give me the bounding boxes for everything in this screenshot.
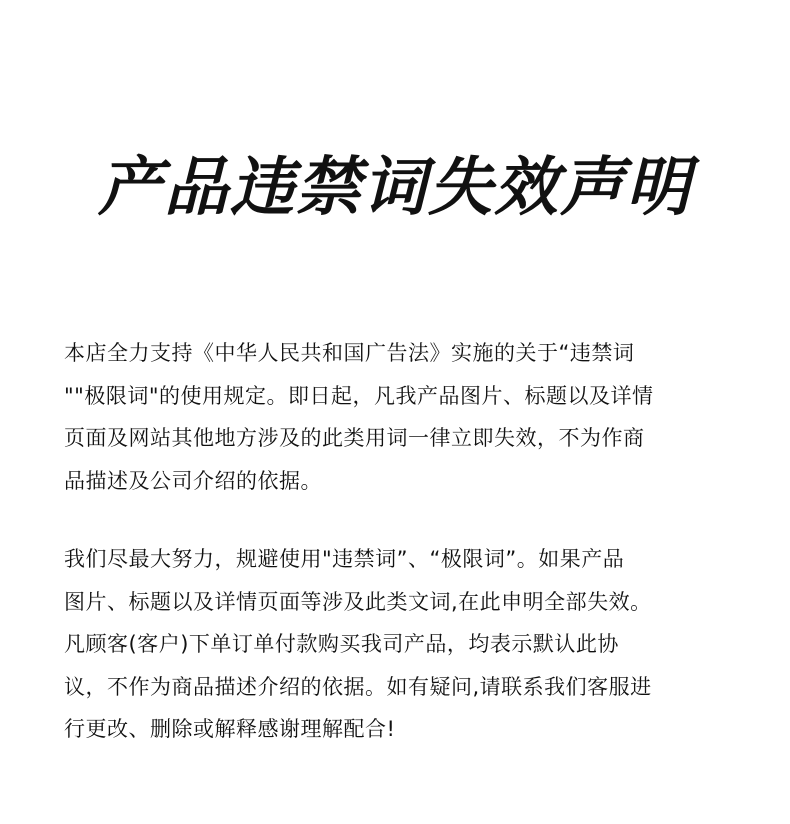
paragraph-line: 本店全力支持《中华人民共和国广告法》实施的关于“违禁词 bbox=[64, 341, 635, 365]
paragraph-line: 图片、标题以及详情页面等涉及此类文词,在此申明全部失效。 bbox=[64, 589, 652, 614]
paragraph-line: 品描述及公司介绍的依据。 bbox=[64, 468, 322, 493]
paragraph-line: 页面及网站其他地方涉及的此类用词一律立即失效，不为作商 bbox=[64, 426, 645, 450]
page-title: 产品违禁词失效声明 bbox=[98, 151, 692, 225]
paragraph-line: 凡顾客(客户)下单订单付款购买我司产品，均表示默认此协 bbox=[64, 632, 619, 656]
paragraph-line: 行更改、删除或解释感谢理解配合! bbox=[64, 717, 396, 741]
paragraph-line: 我们尽最大努力，规避使用"违禁词”、“极限词”。如果产品 bbox=[64, 547, 625, 571]
statement-paragraph-2 bbox=[64, 538, 728, 751]
paragraph-line: ""极限词"的使用规定。即日起，凡我产品图片、标题以及详情 bbox=[64, 383, 654, 408]
statement-paragraph-1 bbox=[64, 332, 728, 502]
paragraph-line: 议，不作为商品描述介绍的依据。如有疑问,请联系我们客服进 bbox=[64, 674, 652, 699]
